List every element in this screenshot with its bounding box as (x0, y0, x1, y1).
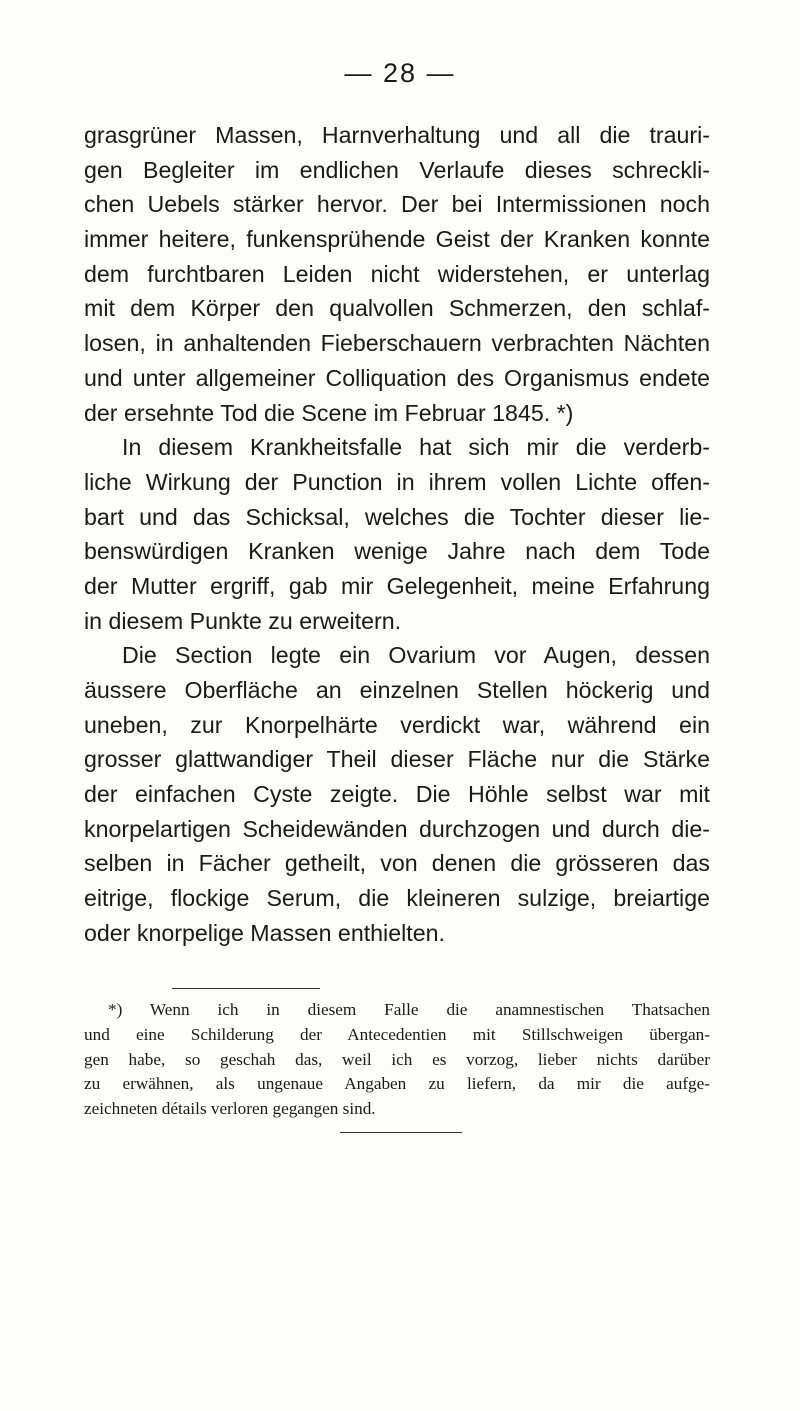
text-line: in diesem Punkte zu erweitern. (84, 607, 402, 634)
text-line: der einfachen Cyste zeigte. Die Höhle selbst war mit (84, 781, 710, 808)
text-line: liche Wirkung der Punction in ihrem vollen Lichte offen- (84, 468, 710, 495)
text-line: bart und das Schicksal, welches die Tochter dieser lie- (84, 503, 710, 530)
text-line: immer heitere, funkensprühende Geist der Kranken konnte (84, 226, 710, 253)
text-line: grosser glattwandiger Theil dieser Fläche nur die Stärke (84, 746, 710, 773)
main-text (84, 118, 710, 951)
text-line: der ersehnte Tod die Scene im Februar 1845. *) (84, 399, 574, 426)
text-line: mit dem Körper den qualvollen Schmerzen, den schlaf- (84, 295, 710, 322)
footnote-separator (172, 988, 320, 989)
footnote-line: und eine Schilderung der Antecedentien mit Stillschweigen übergan- (84, 1024, 710, 1044)
text-line: benswürdigen Kranken wenige Jahre nach dem Tode (84, 538, 710, 565)
text-line: und unter allgemeiner Colliquation des Organismus endete (84, 364, 710, 391)
text-line: Die Section legte ein Ovarium vor Augen, dessen (122, 642, 710, 669)
text-line: oder knorpelige Massen enthielten. (84, 919, 445, 946)
page-number: — 28 — (344, 58, 456, 88)
text-line: selben in Fächer getheilt, von denen die grösseren das (84, 850, 710, 877)
text-line: äussere Oberfläche an einzelnen Stellen höckerig und (84, 677, 710, 703)
text-line: grasgrüner Massen, Harnverhaltung und all die trauri- (84, 122, 710, 148)
text-line: losen, in anhaltenden Fieberschauern verbrachten Nächten (84, 330, 710, 357)
text-line: chen Uebels stärker hervor. Der bei Intermissionen noch (84, 191, 710, 218)
footnote-line: gen habe, so geschah das, weil ich es vorzog, lieber nichts darüber (84, 1049, 710, 1069)
text-line: In diesem Krankheitsfalle hat sich mir die verderb- (122, 434, 710, 461)
footnote-line: zeichneten détails verloren gegangen sind. (84, 1099, 376, 1119)
text-line: knorpelartigen Scheidewänden durchzogen und durch die- (84, 815, 710, 842)
text-line: uneben, zur Knorpelhärte verdickt war, während ein (84, 711, 710, 738)
text-line: eitrige, flockige Serum, die kleineren sulzige, breiartige (84, 885, 710, 912)
text-line: gen Begleiter im endlichen Verlaufe dieses schreckli- (84, 156, 710, 183)
text-line: der Mutter ergriff, gab mir Gelegenheit, meine Erfahrung (84, 572, 710, 599)
closing-rule (340, 1132, 462, 1133)
text-line: dem furchtbaren Leiden nicht widerstehen, er unterlag (84, 260, 710, 287)
footnote-line: *) Wenn ich in diesem Falle die anamnestischen Thatsachen (108, 1000, 710, 1019)
footnote (84, 998, 710, 1122)
footnote-line: zu erwähnen, als ungenaue Angaben zu liefern, da mir die aufge- (84, 1074, 710, 1094)
